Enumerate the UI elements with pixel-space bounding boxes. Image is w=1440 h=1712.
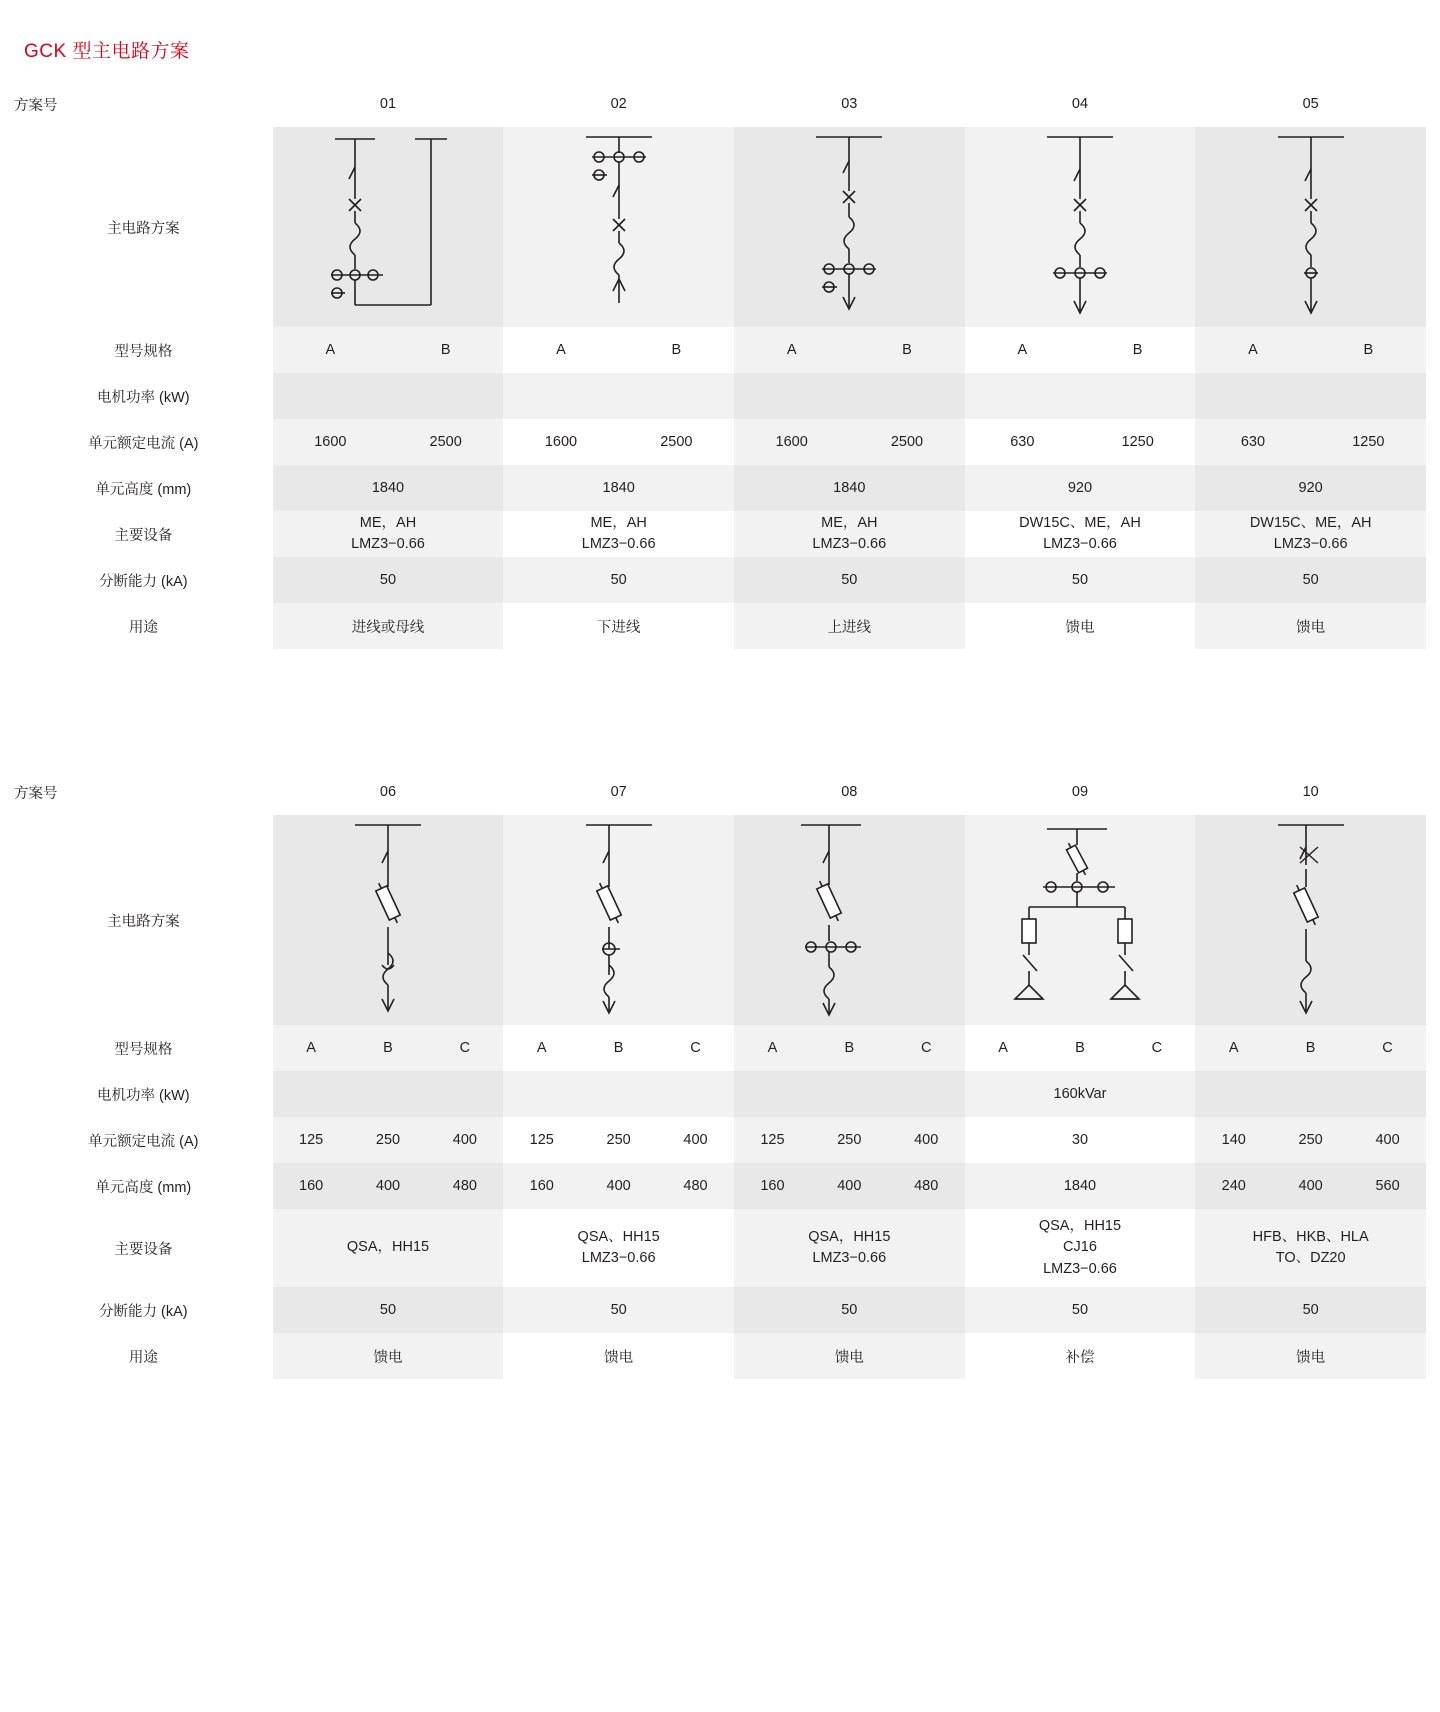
fuse-switch-symbol — [273, 815, 504, 1025]
feeder-symbol — [1195, 127, 1426, 327]
model-spec-row — [14, 1025, 1426, 1071]
section-gap — [14, 649, 1426, 769]
scheme-no-10: 10 — [1302, 784, 1319, 800]
height-value: 480 — [914, 1178, 939, 1194]
table-header-row — [14, 769, 1426, 815]
current-value: 250 — [837, 1132, 862, 1148]
rated-current-cell-01 — [273, 419, 504, 465]
equipment-line: DW15C、ME，AH — [1249, 514, 1372, 531]
model-spec-cell-02 — [503, 327, 734, 373]
row-label-scheme-no: 方案号 — [14, 81, 273, 127]
current-value: 125 — [299, 1132, 324, 1148]
breaking-capacity-row — [14, 1287, 1426, 1333]
row-label-main-circuit: 主电路方案 — [14, 127, 273, 327]
usage-cell-07: 馈电 — [604, 1349, 634, 1366]
main-equipment-cell-05 — [1195, 511, 1426, 557]
scheme-no-09: 09 — [1071, 784, 1089, 800]
unit-height-cell-07 — [503, 1163, 734, 1209]
spec-value: A — [1248, 342, 1258, 358]
current-value: 400 — [452, 1132, 477, 1148]
model-spec-cell-04 — [965, 327, 1196, 373]
height-value: 560 — [1375, 1178, 1400, 1194]
spec-value: A — [786, 342, 797, 358]
spec-value: B — [1305, 1040, 1316, 1056]
equipment-line: QSA，HH15 — [808, 1228, 891, 1245]
spec-value: C — [690, 1040, 701, 1056]
model-spec-cell-08 — [734, 1025, 965, 1071]
diagram-cell-01 — [273, 127, 504, 327]
page-title: GCK 型主电路方案 — [24, 41, 190, 62]
equipment-line: LMZ3−0.66 — [581, 1250, 656, 1266]
spec-value: A — [767, 1040, 778, 1056]
spec-value: B — [1075, 1040, 1085, 1056]
row-label-usage: 用途 — [14, 603, 273, 649]
unit-height-cell-09: 1840 — [965, 1163, 1196, 1209]
unit-height-cell-03: 1840 — [734, 465, 965, 511]
current-value: 140 — [1221, 1132, 1246, 1148]
rated-current-cell-09: 30 — [1071, 1132, 1089, 1148]
model-spec-cell-03 — [734, 327, 965, 373]
current-value: 1250 — [1121, 434, 1154, 450]
usage-cell-06: 馈电 — [273, 1333, 504, 1379]
spec-value: A — [306, 1040, 316, 1056]
diagram-cell-04 — [965, 127, 1196, 327]
row-label-main-circuit: 主电路方案 — [14, 815, 273, 1025]
scheme-no-03: 03 — [841, 96, 858, 112]
motor-power-row — [14, 373, 1426, 419]
current-value: 250 — [375, 1132, 401, 1148]
height-value: 480 — [683, 1178, 708, 1194]
current-value: 400 — [683, 1132, 708, 1148]
spec-value: A — [536, 1040, 547, 1056]
rated-current-cell-10 — [1195, 1117, 1426, 1163]
spec-value: B — [844, 1040, 855, 1056]
breaker-feeder-symbol — [1195, 815, 1426, 1025]
scheme-no-06: 06 — [379, 784, 397, 800]
scheme-table-1 — [14, 81, 1426, 649]
row-label-unit-height: 单元高度 (mm) — [14, 465, 273, 511]
model-spec-cell-06 — [273, 1025, 504, 1071]
spec-value: B — [440, 342, 451, 358]
main-equipment-cell-09 — [965, 1209, 1196, 1287]
current-value: 1600 — [775, 434, 808, 450]
usage-cell-05: 馈电 — [1195, 603, 1426, 649]
scheme-no-07: 07 — [610, 784, 627, 800]
equipment-line: LMZ3−0.66 — [1273, 536, 1348, 552]
breaking-capacity-cell-01: 50 — [273, 557, 504, 603]
current-value: 630 — [1240, 434, 1266, 450]
main-equipment-cell-08 — [734, 1209, 965, 1287]
breaking-capacity-cell-06: 50 — [273, 1287, 504, 1333]
current-value: 125 — [760, 1132, 785, 1148]
spec-value: A — [1017, 342, 1028, 358]
diagram-row — [14, 815, 1426, 1025]
current-value: 1250 — [1352, 434, 1385, 450]
motor-power-row — [14, 1071, 1426, 1117]
feeder-with-ct-symbol — [965, 127, 1196, 327]
height-value: 240 — [1221, 1178, 1246, 1194]
main-equipment-row — [14, 511, 1426, 557]
unit-height-cell-08 — [734, 1163, 965, 1209]
row-label-model-spec: 型号规格 — [14, 327, 273, 373]
main-equipment-cell-03 — [734, 511, 965, 557]
row-label-motor-power: 电机功率 (kW) — [14, 373, 273, 419]
current-value: 2500 — [660, 434, 693, 450]
equipment-line: QSA，HH15 — [1038, 1218, 1122, 1235]
rated-current-cell-07 — [503, 1117, 734, 1163]
diagram-cell-08 — [734, 815, 965, 1025]
rated-current-row — [14, 419, 1426, 465]
usage-row — [14, 603, 1426, 649]
diagram-cell-07 — [503, 815, 734, 1025]
unit-height-cell-01: 1840 — [273, 465, 504, 511]
usage-cell-04: 馈电 — [1065, 619, 1095, 636]
equipment-line: ME，AH — [590, 514, 647, 531]
current-value: 630 — [1010, 434, 1035, 450]
motor-power-cell-08 — [734, 1071, 965, 1117]
equipment-line: LMZ3−0.66 — [351, 536, 425, 552]
bottom-incoming-symbol — [503, 127, 734, 327]
spec-value: A — [1228, 1040, 1239, 1056]
main-equipment-cell-04 — [965, 511, 1196, 557]
breaking-capacity-cell-02: 50 — [503, 557, 734, 603]
height-value: 400 — [606, 1178, 631, 1194]
unit-height-cell-02: 1840 — [503, 465, 734, 511]
rated-current-cell-02 — [503, 419, 734, 465]
table-header-row — [14, 81, 1426, 127]
equipment-line: HFB、HKB、HLA — [1252, 1228, 1369, 1245]
rated-current-cell-04 — [965, 419, 1196, 465]
spec-value: C — [1151, 1040, 1163, 1056]
diagram-cell-02 — [503, 127, 734, 327]
row-label-rated-current: 单元额定电流 (A) — [14, 419, 273, 465]
usage-cell-10: 馈电 — [1195, 1333, 1426, 1379]
main-equipment-cell-01 — [273, 511, 504, 557]
row-label-rated-current: 单元额定电流 (A) — [14, 1117, 273, 1163]
scheme-table-2 — [14, 769, 1426, 1379]
spec-value: A — [325, 342, 336, 358]
unit-height-row — [14, 465, 1426, 511]
model-spec-cell-10 — [1195, 1025, 1426, 1071]
equipment-line: CJ16 — [1063, 1239, 1097, 1256]
diagram-cell-06 — [273, 815, 504, 1025]
model-spec-cell-09 — [965, 1025, 1196, 1071]
row-label-main-equipment: 主要设备 — [14, 1209, 273, 1287]
equipment-line: LMZ3−0.66 — [812, 1250, 887, 1266]
top-incoming-symbol — [734, 127, 965, 327]
height-value: 400 — [375, 1178, 401, 1194]
motor-power-cell-10 — [1195, 1071, 1426, 1117]
current-value: 125 — [529, 1132, 554, 1148]
breaking-capacity-cell-07: 50 — [503, 1287, 734, 1333]
current-value: 1600 — [314, 434, 347, 450]
row-label-breaking-capacity: 分断能力 (kA) — [14, 1287, 273, 1333]
model-spec-cell-05 — [1195, 327, 1426, 373]
usage-row — [14, 1333, 1426, 1379]
usage-cell-08: 馈电 — [734, 1333, 965, 1379]
diagram-row — [14, 127, 1426, 327]
row-label-main-equipment: 主要设备 — [14, 511, 273, 557]
usage-cell-03: 上进线 — [734, 603, 965, 649]
diagram-cell-05 — [1195, 127, 1426, 327]
unit-height-row — [14, 1163, 1426, 1209]
row-label-motor-power: 电机功率 (kW) — [14, 1071, 273, 1117]
model-spec-row — [14, 327, 1426, 373]
current-value: 2500 — [890, 434, 924, 450]
height-value: 160 — [529, 1178, 554, 1194]
height-value: 480 — [452, 1178, 477, 1194]
fuse-switch-ct-symbol — [503, 815, 734, 1025]
equipment-line: ME，AH — [359, 514, 417, 531]
height-value: 400 — [1298, 1178, 1323, 1194]
rated-current-row — [14, 1117, 1426, 1163]
equipment-line: LMZ3−0.66 — [1043, 536, 1117, 552]
main-equipment-cell-06 — [273, 1209, 504, 1287]
height-value: 160 — [299, 1178, 324, 1194]
main-equipment-row — [14, 1209, 1426, 1287]
equipment-line: QSA，HH15 — [346, 1239, 430, 1256]
motor-power-cell-06 — [273, 1071, 504, 1117]
spec-value: C — [1382, 1040, 1393, 1056]
row-label-scheme-no: 方案号 — [14, 769, 273, 815]
breaking-capacity-cell-03: 50 — [734, 557, 965, 603]
breaking-capacity-cell-09: 50 — [965, 1287, 1196, 1333]
model-spec-cell-01 — [273, 327, 504, 373]
diagram-cell-09 — [965, 815, 1196, 1025]
spec-value: B — [671, 342, 682, 358]
main-equipment-cell-02 — [503, 511, 734, 557]
main-equipment-cell-10 — [1195, 1209, 1426, 1287]
row-label-unit-height: 单元高度 (mm) — [14, 1163, 273, 1209]
current-value: 400 — [1375, 1132, 1400, 1148]
spec-value: B — [613, 1040, 624, 1056]
equipment-line: ME，AH — [821, 514, 878, 531]
model-spec-cell-07 — [503, 1025, 734, 1071]
spec-value: C — [459, 1040, 471, 1056]
motor-power-cell-09: 160kVar — [965, 1071, 1196, 1117]
spec-value: A — [556, 342, 566, 358]
motor-power-cell-07 — [503, 1071, 734, 1117]
height-value: 400 — [837, 1178, 862, 1194]
spec-value: B — [1363, 342, 1374, 358]
equipment-line: LMZ3−0.66 — [581, 536, 656, 552]
equipment-line: QSA、HH15 — [577, 1228, 660, 1245]
equipment-line: TO、DZ20 — [1275, 1250, 1346, 1266]
rated-current-cell-06 — [273, 1117, 504, 1163]
current-value: 1600 — [544, 434, 578, 450]
unit-height-cell-06 — [273, 1163, 504, 1209]
unit-height-cell-04: 920 — [965, 465, 1196, 511]
breaking-capacity-row — [14, 557, 1426, 603]
current-value: 400 — [914, 1132, 939, 1148]
scheme-no-01: 01 — [379, 96, 397, 112]
usage-cell-01: 进线或母线 — [273, 603, 504, 649]
usage-cell-09: 补偿 — [1065, 1349, 1095, 1366]
height-value: 160 — [760, 1178, 785, 1194]
motor-power-cell-03 — [734, 373, 965, 419]
rated-current-cell-05 — [1195, 419, 1426, 465]
unit-height-cell-05: 920 — [1195, 465, 1426, 511]
main-equipment-cell-07 — [503, 1209, 734, 1287]
row-label-usage: 用途 — [14, 1333, 273, 1379]
fuse-switch-3ct-symbol — [734, 815, 965, 1025]
motor-power-cell-01 — [273, 373, 504, 419]
spec-value: B — [1132, 342, 1143, 358]
incoming-busbar-symbol — [273, 127, 504, 327]
spec-value: C — [920, 1040, 932, 1056]
spec-value: B — [902, 342, 912, 358]
scheme-no-08: 08 — [841, 784, 858, 800]
unit-height-cell-10 — [1195, 1163, 1426, 1209]
spec-value: A — [998, 1040, 1008, 1056]
scheme-no-05: 05 — [1302, 96, 1319, 112]
motor-power-cell-05 — [1195, 373, 1426, 419]
current-value: 250 — [1298, 1132, 1323, 1148]
breaking-capacity-cell-05: 50 — [1195, 557, 1426, 603]
breaking-capacity-cell-10: 50 — [1195, 1287, 1426, 1333]
motor-power-cell-04 — [965, 373, 1196, 419]
equipment-line: DW15C、ME，AH — [1019, 514, 1141, 531]
current-value: 2500 — [429, 434, 462, 450]
scheme-no-02: 02 — [610, 96, 627, 112]
current-value: 250 — [606, 1132, 631, 1148]
breaking-capacity-cell-08: 50 — [734, 1287, 965, 1333]
row-label-breaking-capacity: 分断能力 (kA) — [14, 557, 273, 603]
equipment-line: LMZ3−0.66 — [1043, 1260, 1117, 1277]
equipment-line: LMZ3−0.66 — [812, 536, 887, 552]
rated-current-cell-03 — [734, 419, 965, 465]
row-label-model-spec: 型号规格 — [14, 1025, 273, 1071]
spec-value: B — [383, 1040, 393, 1056]
capacitor-compensation-symbol — [965, 815, 1196, 1025]
rated-current-cell-08 — [734, 1117, 965, 1163]
breaking-capacity-cell-04: 50 — [965, 557, 1196, 603]
scheme-no-04: 04 — [1071, 96, 1089, 112]
motor-power-cell-02 — [503, 373, 734, 419]
usage-cell-02: 下进线 — [596, 619, 641, 636]
diagram-cell-10 — [1195, 815, 1426, 1025]
diagram-cell-03 — [734, 127, 965, 327]
